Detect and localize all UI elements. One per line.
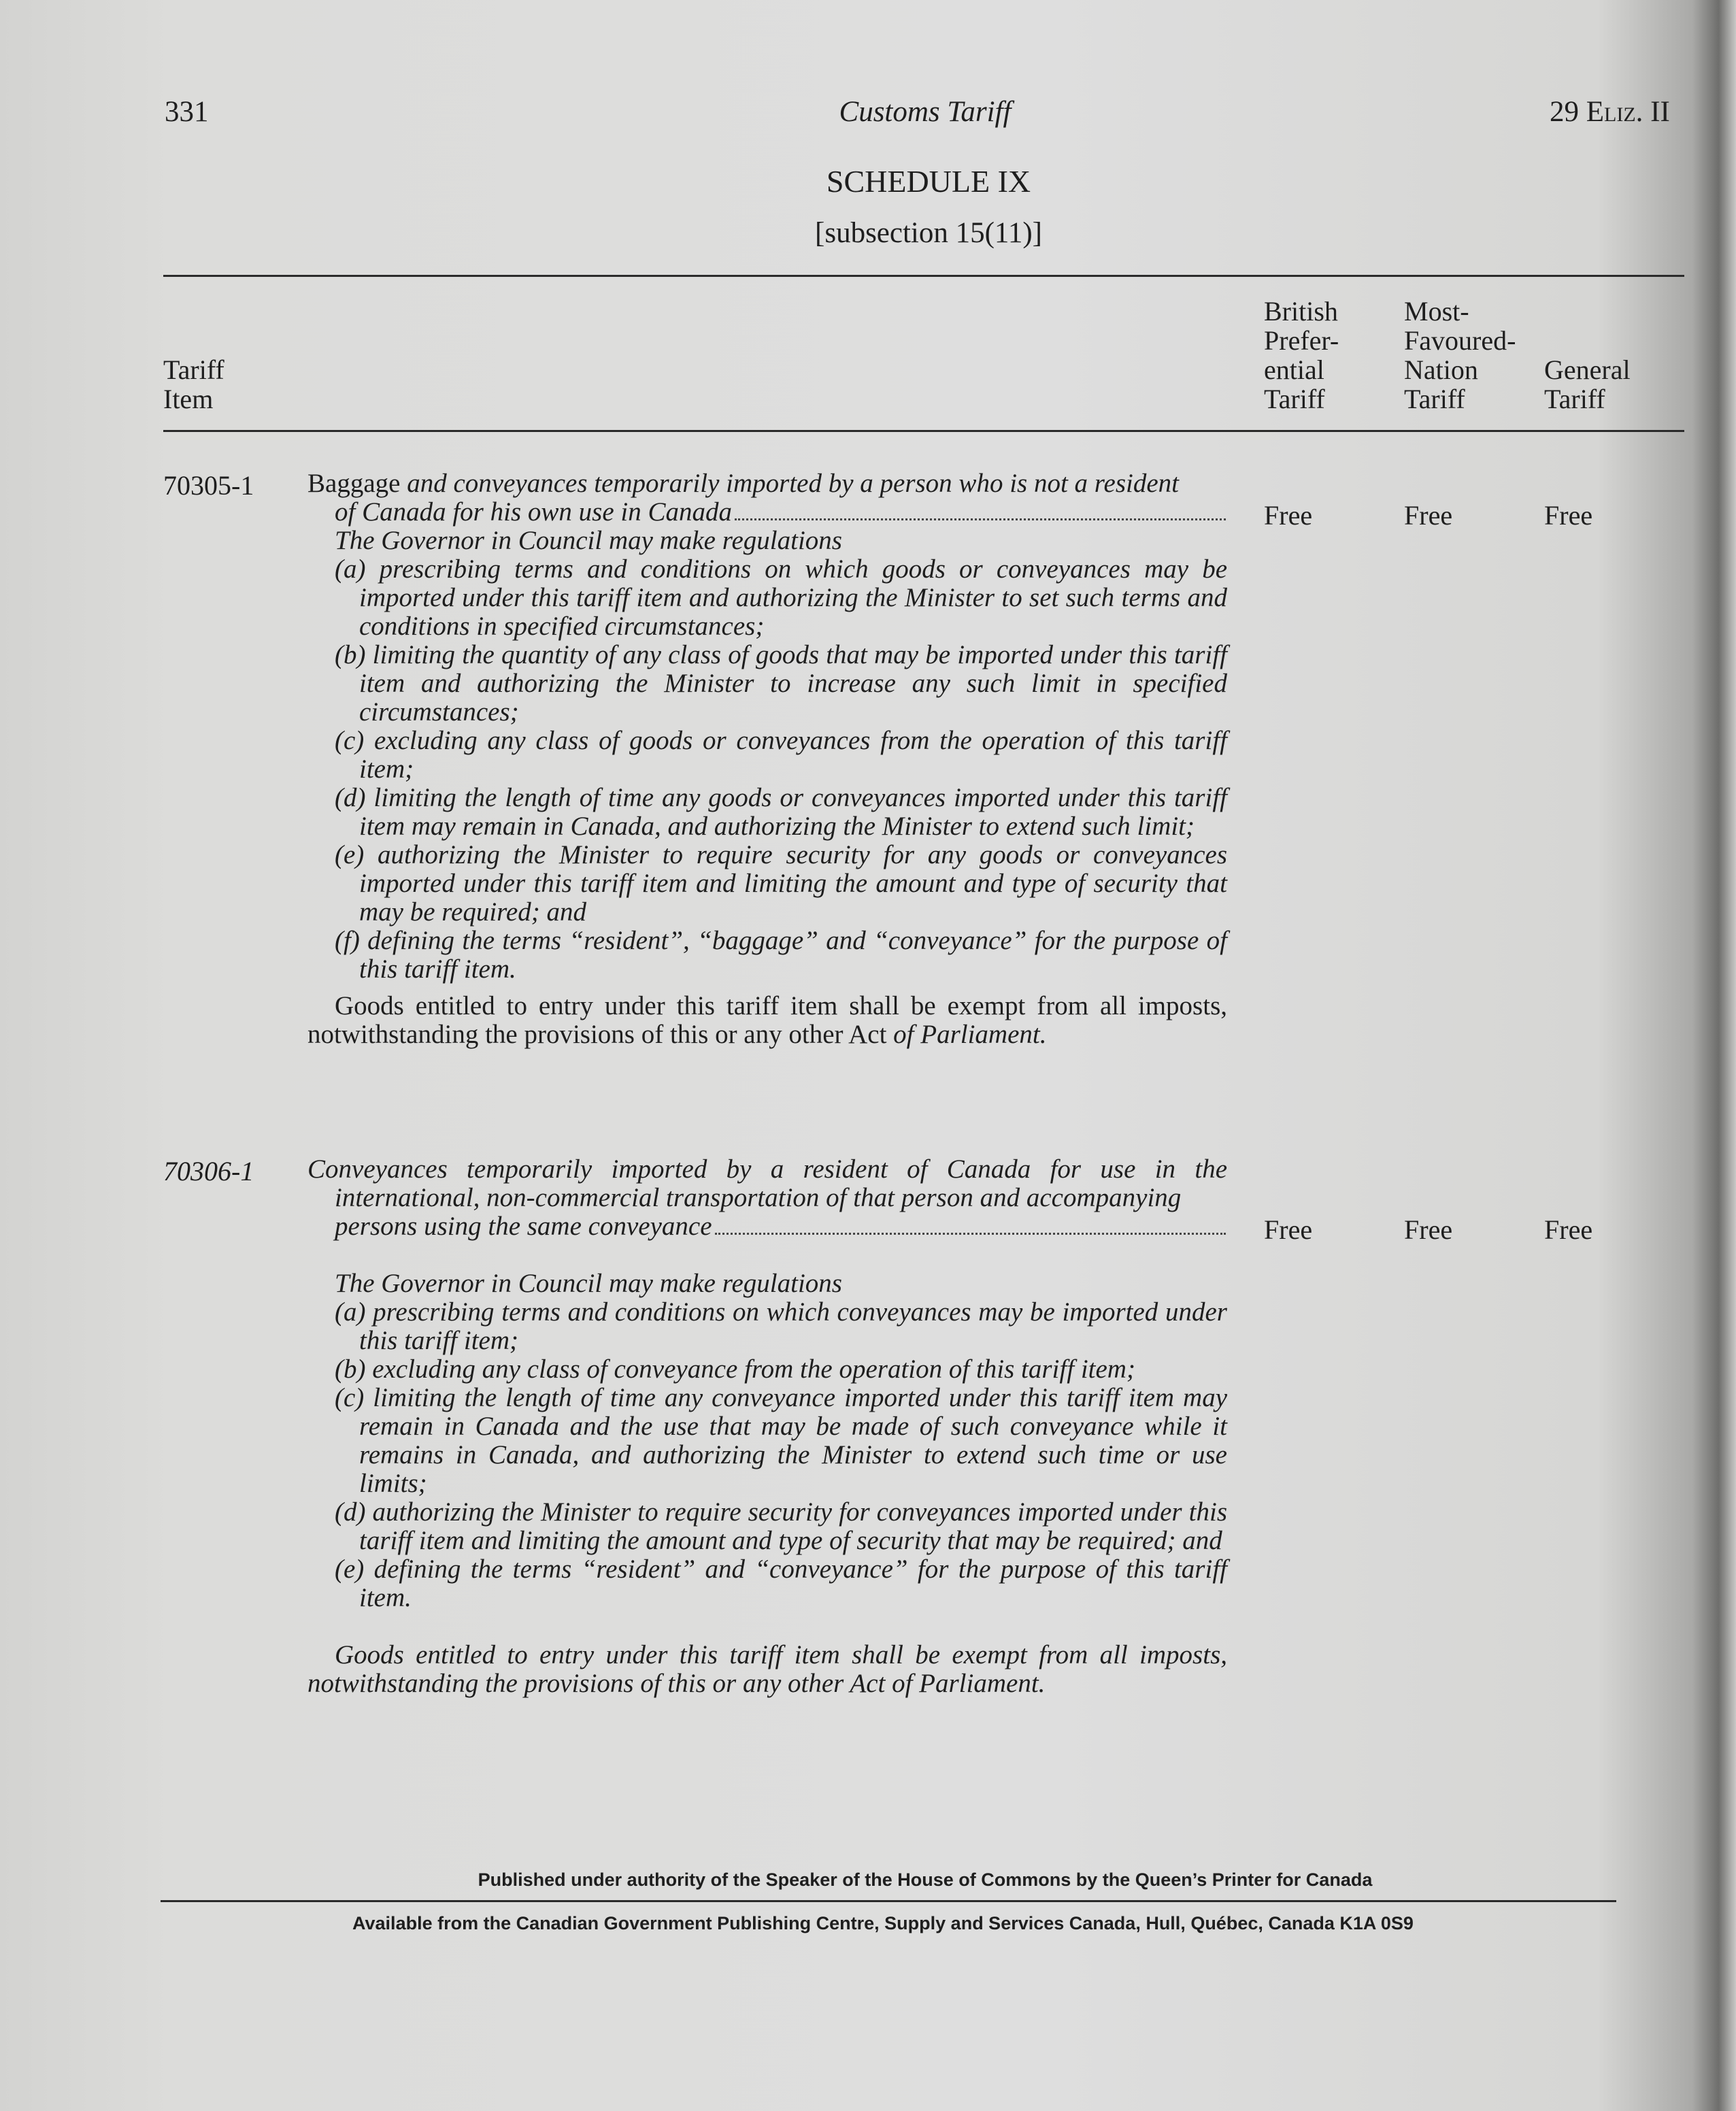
publication-notice: Published under authority of the Speaker of the House of Commons by the Queen’s Printer for Canada [478, 1869, 1373, 1890]
rate-most-favoured-nation: Free [1404, 1214, 1453, 1245]
regulation-clause: (c) excluding any class of goods or conveyances from the operation of this tariff item; [335, 726, 1227, 784]
header-rule-top [163, 275, 1684, 277]
schedule-title: SCHEDULE IX [826, 164, 1031, 199]
regulation-clause: (e) defining the terms “resident” and “conveyance” for the purpose of this tariff item. [335, 1555, 1227, 1612]
description-text: and conveyances temporarily imported by a person who is not a resident [400, 469, 1179, 498]
dot-leader [735, 518, 1226, 520]
regulation-clause: (f) defining the terms “resident”, “baggage” and “conveyance” for the purpose of this tariff item. [335, 926, 1227, 984]
tariff-item-code: 70306-1 [163, 1156, 254, 1186]
rate-general: Free [1544, 1214, 1593, 1245]
tariff-item-description [307, 469, 1227, 1049]
regulation-clause: (d) authorizing the Minister to require security for conveyances imported under this tariff item and limiting the amount and type of security that may be required; and [335, 1497, 1227, 1555]
header-rule-bottom [163, 430, 1684, 432]
rate-most-favoured-nation: Free [1404, 500, 1453, 531]
footer-rule [161, 1900, 1616, 1902]
regulation-clause: (a) prescribing terms and conditions on which goods or conveyances may be imported under this tariff item and authorizing the Minister to set such terms and conditions in specified circumstances; [335, 554, 1227, 641]
column-heading-tariff-item: Tariff Item [163, 354, 224, 414]
dot-leader [715, 1233, 1226, 1235]
regnal-year: 29 Eliz. II [1550, 96, 1670, 128]
regulation-clause: (e) authorizing the Minister to require security for any goods or conveyances imported under this tariff item and limiting the amount and type of security that may be required; and [335, 840, 1227, 927]
rate-general: Free [1544, 500, 1593, 531]
regulation-clause: (b) excluding any class of conveyance from the operation of this tariff item; [335, 1354, 1135, 1384]
column-heading-british-preferential: British Prefer- ential Tariff [1264, 296, 1339, 414]
description-lead-word: Baggage [307, 469, 401, 498]
regulation-clause: (a) prescribing terms and conditions on which conveyances may be imported under this tariff item; [335, 1297, 1227, 1355]
description-last-line: of Canada for his own use in Canada [335, 497, 732, 527]
page-number: 331 [165, 96, 209, 128]
description-text: Conveyances temporarily imported by a resident of Canada for use in the international, non-commercial transportation of that person and accompanying [307, 1154, 1227, 1212]
rate-british-preferential: Free [1264, 500, 1313, 531]
tariff-item-code: 70305-1 [163, 470, 254, 501]
regulations-intro: The Governor in Council may make regulations [335, 1269, 842, 1298]
exemption-note: Goods entitled to entry under this tariff item shall be exempt from all imposts, notwithstanding the provisions of this or any other Act of Parliament. [307, 1640, 1227, 1698]
running-title: Customs Tariff [839, 96, 1012, 128]
column-heading-most-favoured-nation: Most- Favoured- Nation Tariff [1404, 296, 1516, 414]
rate-british-preferential: Free [1264, 1214, 1313, 1245]
tariff-item-description [307, 1155, 1227, 1698]
exemption-note: Goods entitled to entry under this tariff item shall be exempt from all imposts, notwithstanding the provisions of this or any other Act of Parliament. [307, 991, 1227, 1049]
availability-notice: Available from the Canadian Government Publishing Centre, Supply and Services Canada, Hull, Québec, Canada K1A 0S9 [352, 1913, 1414, 1933]
description-last-line: persons using the same conveyance [335, 1212, 712, 1241]
regulation-clause: (b) limiting the quantity of any class of goods that may be imported under this tariff item and authorizing the Minister to increase any such limit in specified circumstances; [335, 640, 1227, 727]
column-heading-general: General Tariff [1544, 354, 1631, 414]
regulations-intro: The Governor in Council may make regulations [335, 526, 842, 555]
regulation-clause: (c) limiting the length of time any conveyance imported under this tariff item may remain in Canada and the use that may be made of such conveyance while it remains in Canada, and authorizing the Minister to extend such time or use limits; [335, 1383, 1227, 1498]
schedule-subtitle: [subsection 15(11)] [815, 217, 1042, 249]
regulation-clause: (d) limiting the length of time any goods or conveyances imported under this tariff item may remain in Canada, and authorizing the Minister to extend such limit; [335, 783, 1227, 841]
